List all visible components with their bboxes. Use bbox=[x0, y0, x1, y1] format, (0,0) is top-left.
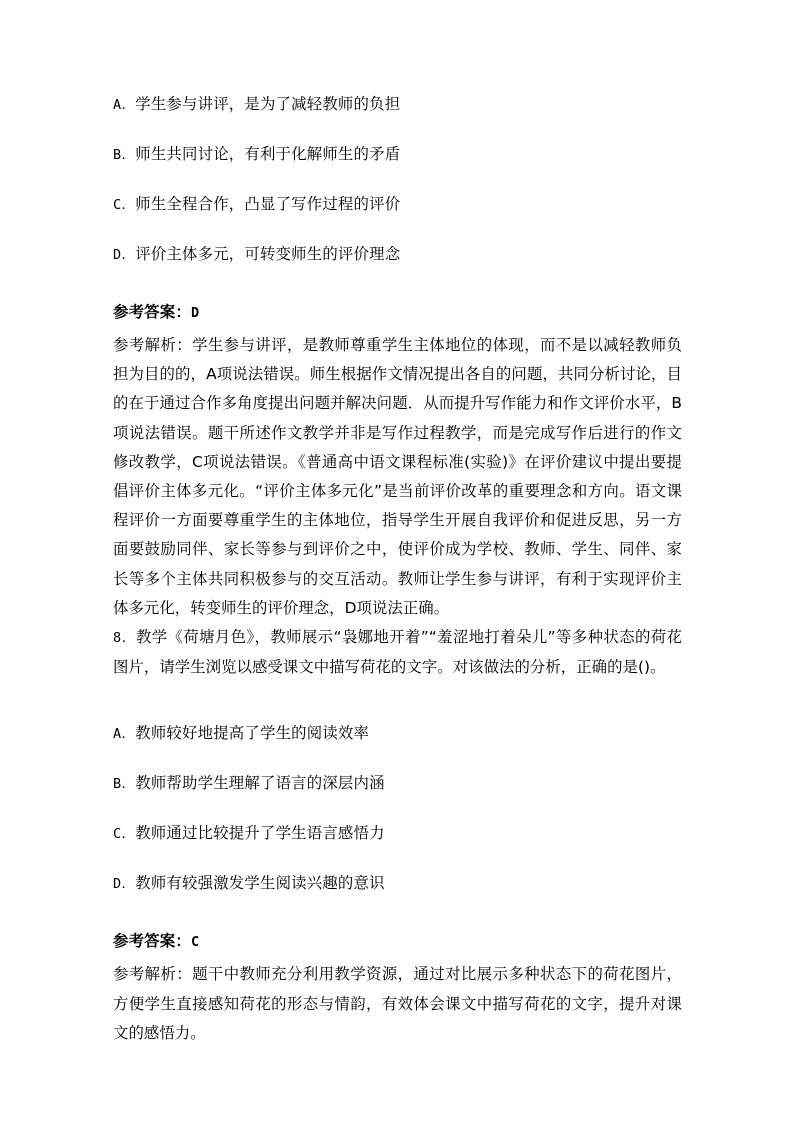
option-d-letter: D bbox=[113, 247, 122, 263]
option-d-q8-letter: D bbox=[113, 876, 122, 893]
analysis-paragraph-7 bbox=[113, 331, 682, 623]
option-a-q8-marker: ． bbox=[121, 726, 136, 743]
option-b-q8-letter: B bbox=[113, 776, 122, 793]
option-a-marker: ． bbox=[121, 97, 136, 113]
option-a-letter: A bbox=[113, 97, 122, 113]
option-a-q8 bbox=[113, 723, 682, 743]
question-8-stem-text: 教学《荷塘月色》，教师展示“袅娜地开着”“羞涩地打着朵儿”等多种状态的荷花图片，请学生浏览以感受课文中描写荷花的文字。对该做法的分析，正确的是()。 bbox=[113, 628, 682, 677]
option-c bbox=[113, 194, 682, 214]
option-d-marker: ． bbox=[121, 247, 136, 263]
analysis-paragraph-8 bbox=[113, 960, 682, 1048]
analysis-text-8: 题干中教师充分利用教学资源，通过对比展示多种状态下的荷花图片，方便学生直接感知荷花的形态与情韵，有效体会课文中描写荷花的文字，提升对课文的感悟力。 bbox=[113, 965, 682, 1042]
option-c-q8-text: 教师通过比较提升了学生语言感悟力 bbox=[135, 824, 385, 843]
option-b-q8-marker: ． bbox=[121, 776, 136, 793]
spacer-before-options-8 bbox=[113, 682, 682, 723]
option-a bbox=[113, 94, 682, 114]
question-8-number: 8 bbox=[113, 630, 122, 647]
question-8-stem bbox=[113, 623, 682, 682]
option-c-q8 bbox=[113, 823, 682, 843]
option-a-q8-letter: A bbox=[113, 726, 122, 743]
analysis-label-8: 参考解析： bbox=[113, 965, 193, 984]
question-8-options bbox=[113, 723, 682, 893]
option-c-marker: ． bbox=[121, 197, 136, 213]
option-b-letter: B bbox=[113, 147, 122, 163]
option-d-q8-text: 教师有较强激发学生阅读兴趣的意识 bbox=[135, 874, 385, 893]
option-b bbox=[113, 144, 682, 164]
option-d-q8-marker: ． bbox=[121, 876, 136, 893]
document-content bbox=[113, 94, 682, 1048]
option-c-letter: C bbox=[113, 197, 122, 213]
spacer-before-answer-7 bbox=[113, 264, 682, 301]
answer-value-7: D bbox=[190, 305, 200, 321]
option-d-text: 评价主体多元，可转变师生的评价理念 bbox=[135, 245, 401, 263]
option-b-q8 bbox=[113, 773, 682, 793]
option-a-q8-text: 教师较好地提高了学生的阅读效率 bbox=[135, 724, 370, 743]
option-b-text: 师生共同讨论，有利于化解师生的矛盾 bbox=[135, 145, 401, 163]
option-b-q8-text: 教师帮助学生理解了语言的深层内涵 bbox=[135, 774, 385, 793]
answer-value-8: C bbox=[190, 934, 200, 951]
analysis-label-7: 参考解析： bbox=[113, 336, 193, 354]
answer-label-8: 参考答案： bbox=[113, 932, 191, 951]
option-d-q8 bbox=[113, 873, 682, 893]
answer-heading-7 bbox=[113, 301, 682, 324]
question-7-options bbox=[113, 94, 682, 264]
option-c-q8-letter: C bbox=[113, 826, 122, 843]
option-b-marker: ． bbox=[121, 147, 136, 163]
option-c-text: 师生全程合作，凸显了写作过程的评价 bbox=[135, 195, 401, 213]
analysis-text-7: 学生参与讲评，是教师尊重学生主体地位的体现，而不是以减轻教师负担为目的的，A项说法错误。师生根据作文情况提出各自的问题，共同分析讨论，目的在于通过合作多角度提出问题并解决问题．从而提升写作能力和作文评价水平，B项说法错误。题干所述作文教学并非是写作过程教学，而是完成写作后进行的作文修改教学，C项说法错误。《普通高中语文课程标准(实验)》在评价建议中提出要提倡评价主体多元化。“评价主体多元化”是当前评价改革的重要理念和方向。语文课程评价一方面要尊重学生的主体地位，指导学生开展自我评价和促进反思，另一方面要鼓励同伴、家长等参与到评价之中，使评价成为学校、教师、学生、同伴、家长等多个主体共同积极参与的交互活动。教师让学生参与讲评，有利于实现评价主体多元化，转变师生的评价理念，D项说法正确。 bbox=[113, 336, 682, 617]
question-8-number-marker: ． bbox=[121, 630, 136, 647]
option-a-text: 学生参与讲评，是为了减轻教师的负担 bbox=[135, 95, 401, 113]
option-d bbox=[113, 244, 682, 264]
spacer-before-answer-8 bbox=[113, 893, 682, 930]
option-c-q8-marker: ． bbox=[121, 826, 136, 843]
answer-label-7: 参考答案： bbox=[113, 303, 191, 321]
answer-heading-8 bbox=[113, 930, 682, 953]
